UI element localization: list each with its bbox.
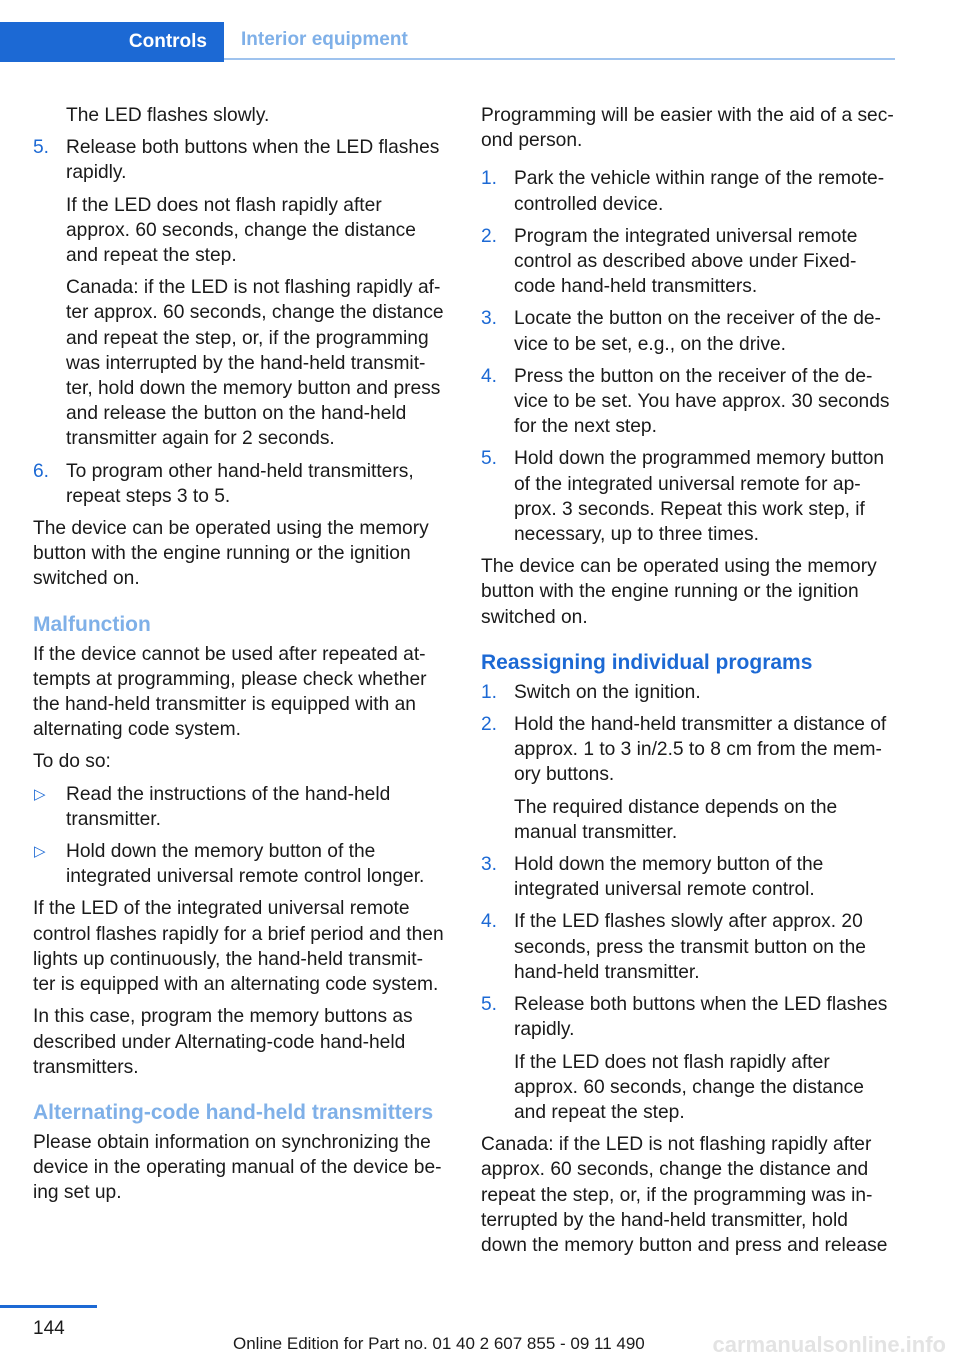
step-number: 3. (481, 854, 498, 876)
list-item (481, 992, 897, 1125)
step-number: 4. (481, 911, 498, 933)
paragraph: The device can be operated using the memory button with the engine running or the ignition switched on. (33, 518, 429, 590)
step-text: Release both buttons when the LED flashes rapidly. (514, 994, 888, 1041)
steps-list-a (33, 135, 449, 509)
step-number: 4. (481, 365, 498, 387)
step-number: 3. (481, 308, 498, 330)
list-item (33, 839, 449, 889)
step-text: Switch on the ignition. (514, 681, 701, 703)
section-tab-controls[interactable]: Controls (0, 22, 224, 62)
right-column (481, 103, 897, 1265)
list-item (481, 166, 897, 216)
step-number: 2. (481, 714, 498, 736)
left-column (33, 103, 449, 1213)
list-item (481, 909, 897, 985)
bullet-text: Read the instructions of the hand-held transmitter. (66, 783, 391, 830)
list-item (481, 446, 897, 547)
paragraph: If the LED of the integrated universal remote control flashes rapidly for a brief period and then lights up continuously, the hand-held transmit‐ ter is equipped with an alternating code system. (33, 898, 444, 996)
paragraph: The device can be operated using the memory button with the engine running or the ignition switched on. (481, 556, 877, 628)
step-text: Release both buttons when the LED flashes rapidly. (66, 137, 440, 184)
triangle-bullet-icon: ▷ (34, 785, 46, 803)
footer-rule (0, 1305, 97, 1308)
watermark: carmanualsonline.info (712, 1332, 946, 1357)
paragraph: Canada: if the LED is not flashing rapidly after approx. 60 seconds, change the distance and repeat the step, or, if the programming was in‐ terrupted by the hand-held transmitter, hold down the memory button and press and release (481, 1134, 888, 1256)
step-text: Press the button on the receiver of the de‐ vice to be set. You have approx. 30 seconds for the next step. (514, 365, 890, 438)
step-note: The required distance depends on the manual transmitter. (514, 796, 838, 843)
intro-text: The LED flashes slowly. (66, 105, 270, 126)
step-text: To program other hand-held transmitters, repeat steps 3 to 5. (66, 460, 414, 507)
step-note: If the LED does not flash rapidly after approx. 60 seconds, change the distance and repeat the step. (66, 194, 416, 267)
alternating-code-heading: Alternating-code hand-held transmitters (33, 1100, 434, 1124)
chapter-tab-interior-equipment[interactable]: Interior equipment (224, 22, 895, 60)
list-item (481, 224, 897, 300)
reassigning-heading: Reassigning individual programs (481, 650, 813, 674)
step-text: If the LED flashes slowly after approx. 20 seconds, press the transmit button on the hand-held transmitter. (514, 911, 866, 983)
paragraph: To do so: (33, 751, 111, 773)
list-item (33, 459, 449, 509)
list-item (481, 712, 897, 845)
step-note: If the LED does not flash rapidly after approx. 60 seconds, change the distance and repeat the step. (514, 1051, 864, 1123)
bullet-list (33, 782, 449, 890)
list-item (33, 782, 449, 832)
list-item (481, 364, 897, 440)
step-number: 2. (481, 225, 498, 247)
paragraph: Please obtain information on synchronizing the device in the operating manual of the device be‐ ing set up. (33, 1131, 442, 1204)
step-text: Hold the hand-held transmitter a distance of approx. 1 to 3 in/2.5 to 8 cm from the mem‐ ory buttons. (514, 714, 887, 786)
page-number: 144 (33, 1318, 65, 1339)
edition-text: Online Edition for Part no. 01 40 2 607 855 - 09 11 490 (233, 1334, 645, 1353)
step-number: 1. (481, 168, 498, 190)
step-number: 5. (481, 448, 498, 470)
step-text: Hold down the memory button of the integrated universal remote control. (514, 854, 824, 901)
page-header (0, 22, 895, 62)
steps-list (481, 166, 897, 547)
list-item (481, 306, 897, 356)
triangle-bullet-icon: ▷ (34, 843, 46, 861)
bullet-text: Hold down the memory button of the integrated universal remote control longer. (66, 841, 425, 888)
list-item (481, 852, 897, 902)
paragraph: If the device cannot be used after repeated at‐ tempts at programming, please check whether the hand-held transmitter is equipped with an alternating code system. (33, 643, 427, 741)
step-number: 6. (33, 460, 50, 482)
step-text: Locate the button on the receiver of the de‐ vice to be set, e.g., on the drive. (514, 308, 881, 355)
step-text: Park the vehicle within range of the remote-controlled device. (514, 168, 885, 215)
steps-list-b (481, 680, 897, 1125)
malfunction-heading: Malfunction (33, 612, 151, 636)
list-item (33, 135, 449, 451)
list-item (481, 680, 897, 705)
step-note: Canada: if the LED is not flashing rapidly af‐ ter approx. 60 seconds, change the distance and repeat the step, or, if the programming was interrupted by the hand-held transmit‐ ter, hold down the memory button and press and release the button on the hand-held transmitter again for 2 seconds. (66, 277, 444, 450)
step-text: Program the integrated universal remote control as described above under Fixed-code hand-held transmitters. (514, 225, 858, 298)
step-number: 5. (481, 994, 498, 1016)
paragraph: In this case, program the memory buttons as described under Alternating-code hand-held transmitters. (33, 1006, 413, 1078)
paragraph: Programming will be easier with the aid of a sec‐ ond person. (481, 105, 894, 152)
step-number: 1. (481, 681, 498, 703)
step-number: 5. (33, 137, 50, 159)
step-text: Hold down the programmed memory button of the integrated universal remote for ap‐ prox. 3 seconds. Repeat this work step, if necessary, up to three times. (514, 448, 885, 546)
